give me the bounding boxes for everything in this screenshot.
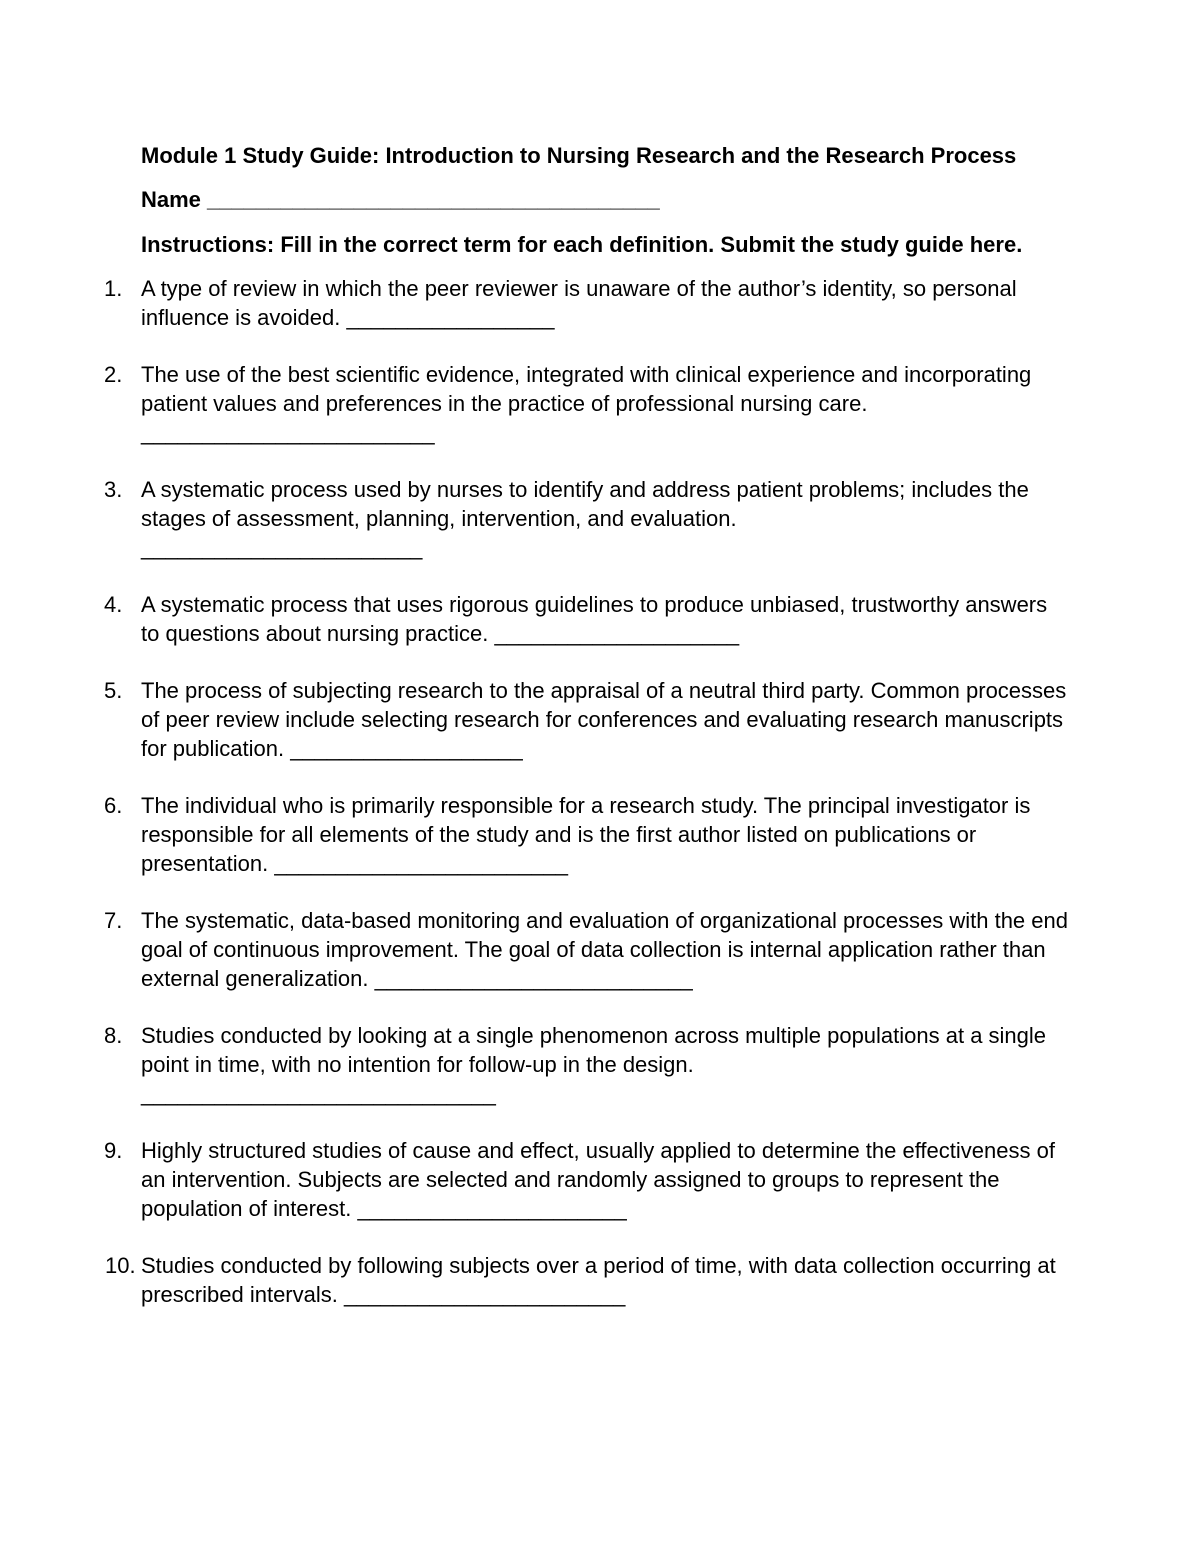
question-number: 9.	[104, 1138, 123, 1163]
question-text: The process of subjecting research to the appraisal of a neutral third party. Common processes of peer review include selecting research for conferences and evaluating research manuscripts for publication.	[141, 678, 1067, 761]
question-3	[104, 475, 1071, 562]
answer-blank[interactable]: ___________________	[290, 736, 523, 761]
question-10	[105, 1251, 1071, 1309]
answer-blank[interactable]: _______________________	[344, 1282, 626, 1307]
question-number: 3.	[104, 477, 123, 502]
answer-blank[interactable]: ____________________	[494, 621, 740, 646]
question-7	[104, 906, 1071, 993]
question-2	[104, 360, 1071, 447]
answer-blank[interactable]: _____________________________	[141, 1081, 496, 1106]
name-label: Name	[141, 187, 201, 212]
question-number: 6.	[104, 793, 123, 818]
question-number: 7.	[104, 908, 123, 933]
answer-blank[interactable]: ________________________	[141, 420, 435, 445]
question-text: The systematic, data-based monitoring and evaluation of organizational processes with the end goal of continuous improvement. The goal of data collection is internal application rather than external generalization.	[141, 908, 1068, 991]
document-content	[104, 141, 1071, 1337]
question-1	[104, 274, 1071, 332]
question-text: The individual who is primarily responsible for a research study. The principal investigator is responsible for all elements of the study and is the first author listed on publications or presentation.	[141, 793, 1031, 876]
question-6	[104, 791, 1071, 878]
question-text: A systematic process used by nurses to identify and address patient problems; includes the stages of assessment, planning, intervention, and evaluation.	[141, 477, 1029, 531]
question-list	[104, 274, 1071, 1309]
question-text: A type of review in which the peer reviewer is unaware of the author’s identity, so personal influence is avoided.	[141, 276, 1017, 330]
question-number: 5.	[104, 678, 123, 703]
question-text: The use of the best scientific evidence, integrated with clinical experience and incorporating patient values and preferences in the practice of professional nursing care.	[141, 362, 1032, 416]
question-number: 4.	[104, 592, 123, 617]
name-blank[interactable]: _____________________________________	[207, 187, 660, 212]
question-9	[104, 1136, 1071, 1223]
question-8	[104, 1021, 1071, 1108]
question-text: Studies conducted by looking at a single phenomenon across multiple populations at a single point in time, with no intention for follow-up in the design.	[141, 1023, 1047, 1077]
question-4	[104, 590, 1071, 648]
question-text: A systematic process that uses rigorous guidelines to produce unbiased, trustworthy answers to questions about nursing practice.	[141, 592, 1048, 646]
instructions: Instructions: Fill in the correct term for each definition. Submit the study guide here.	[141, 232, 1023, 257]
question-number: 8.	[104, 1023, 123, 1048]
question-text: Highly structured studies of cause and effect, usually applied to determine the effectiveness of an intervention. Subjects are selected and randomly assigned to groups to represent the population of interest.	[141, 1138, 1055, 1221]
answer-blank[interactable]: __________________________	[374, 966, 693, 991]
name-field-line	[141, 185, 1071, 214]
question-number: 2.	[104, 362, 123, 387]
answer-blank[interactable]: ________________________	[274, 851, 568, 876]
document-title: Module 1 Study Guide: Introduction to Nursing Research and the Research Process	[141, 143, 1017, 168]
question-5	[104, 676, 1071, 763]
question-number: 1.	[104, 276, 123, 301]
answer-blank[interactable]: _______________________	[141, 535, 423, 560]
question-number: 10.	[105, 1253, 136, 1278]
answer-blank[interactable]: _________________	[346, 305, 555, 330]
question-text: Studies conducted by following subjects over a period of time, with data collection occurring at prescribed intervals.	[141, 1253, 1056, 1307]
answer-blank[interactable]: ______________________	[357, 1196, 627, 1221]
